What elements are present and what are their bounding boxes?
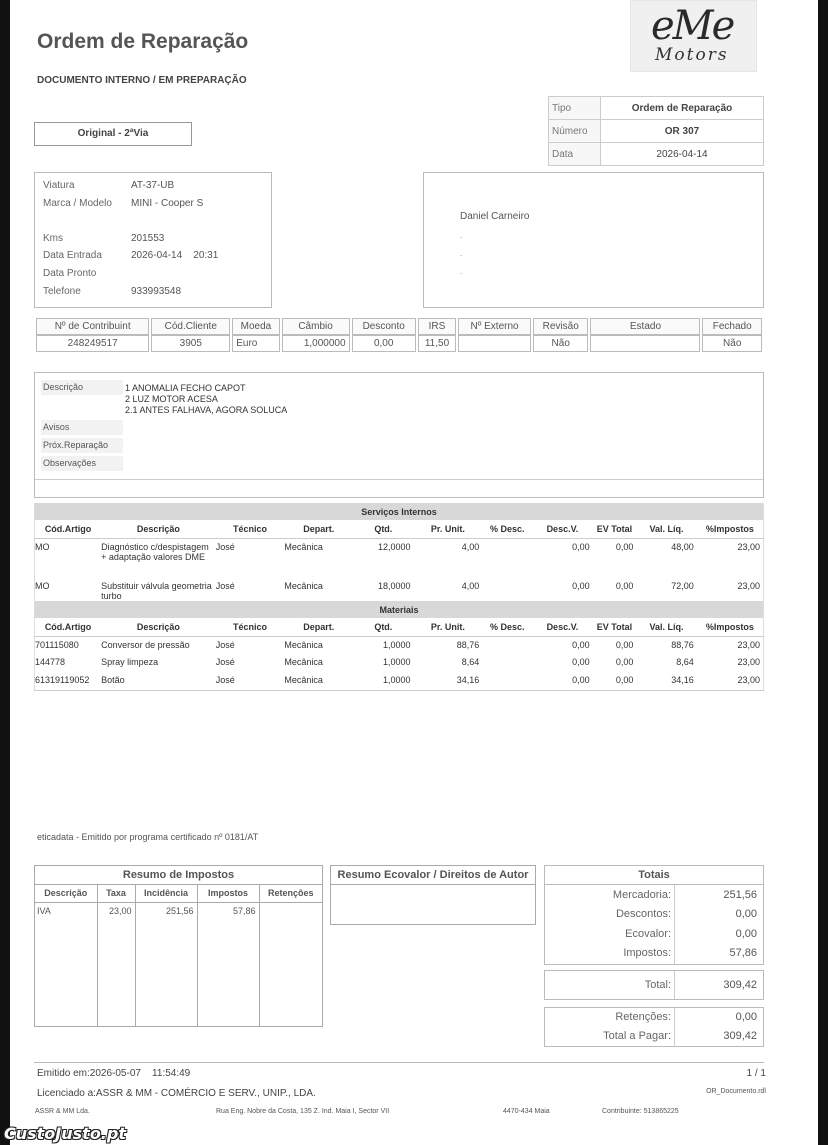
servicos-section-title: Serviços Internos (35, 503, 764, 520)
avisos-label: Avisos (41, 420, 123, 435)
col-descricao: Descrição (101, 520, 216, 538)
cell-pu: 4,00 (461, 581, 480, 591)
cell-descv: 0,00 (572, 541, 590, 552)
cell-liq: 48,00 (671, 541, 694, 552)
cell-ev: 0,00 (615, 675, 634, 685)
revisao-header: Revisão (533, 318, 588, 335)
description-box (34, 372, 764, 498)
table-row (35, 578, 764, 601)
items-table (34, 503, 764, 691)
cambio-value: 1,000000 (282, 335, 350, 352)
col-pr-unit: Pr. Unit. (414, 520, 483, 538)
fechado-value: Não (702, 335, 762, 352)
observacoes-label: Observações (41, 456, 123, 471)
cell-dep: Mecânica (284, 657, 323, 667)
description-line: 2 LUZ MOTOR ACESA (125, 394, 218, 404)
ecovalor-title: Resumo Ecovalor / Direitos de Autor (331, 866, 535, 885)
estado-header: Estado (590, 318, 700, 335)
cell-descv: 0,00 (572, 657, 590, 667)
col-pr-unit: Pr. Unit. (414, 618, 483, 636)
entrada-value: 2026-04-14 20:31 (131, 250, 219, 262)
payment-box (544, 1007, 764, 1047)
descontos-value: 0,00 (735, 908, 757, 920)
page-edge-left (0, 0, 10, 1145)
cell-qtd: 1,0000 (382, 675, 411, 685)
certification-note: eticadata - Emitido por programa certificado nº 0181/AT (37, 832, 259, 842)
company-logo (630, 0, 757, 72)
cell-imp: 23,00 (737, 675, 760, 685)
cell-cod: MO (35, 581, 50, 591)
tax-cell-descricao: IVA (35, 902, 97, 1026)
address-line: . (460, 231, 463, 240)
numero-value: OR 307 (601, 120, 764, 143)
tax-col-impostos: Impostos (197, 885, 259, 902)
col-ev-total: EV Total (593, 618, 637, 636)
col-val-liq: Val. Líq. (636, 520, 696, 538)
mercadoria-value: 251,56 (723, 889, 757, 901)
tax-cell-impostos: 57,86 (197, 902, 259, 1026)
tax-cell-retencoes (259, 902, 322, 1026)
col-pct-desc: % Desc. (482, 520, 532, 538)
address-line: . (460, 267, 463, 276)
data-value: 2026-04-14 (601, 143, 764, 166)
cell-qtd: 1,0000 (382, 639, 411, 650)
numero-label: Número (549, 120, 601, 143)
cell-pdesc (482, 578, 532, 601)
ecovalor-value: 0,00 (735, 928, 757, 940)
cell-pu: 88,76 (456, 639, 480, 650)
company-contribuinte: Contribuinte: 513865225 (602, 1108, 679, 1115)
viatura-value: AT-37-UB (131, 180, 175, 191)
col-pct-desc: % Desc. (482, 618, 532, 636)
cell-desc: Botão (101, 675, 125, 685)
marca-label: Marca / Modelo (43, 197, 112, 209)
cell-qtd: 18,0000 (377, 581, 411, 591)
cell-pdesc (482, 538, 532, 578)
table-row (35, 636, 764, 654)
table-row (35, 538, 764, 578)
estado-value (590, 335, 700, 352)
page-number: 1 / 1 (746, 1068, 766, 1079)
tax-cell-incidencia: 251,56 (135, 902, 197, 1026)
via-label: Original - 2ªVia (34, 122, 192, 146)
cell-cod: 61319119052 (35, 675, 90, 685)
col-descricao: Descrição (101, 618, 216, 636)
col-val-liq: Val. Líq. (636, 618, 696, 636)
moeda-value: Euro (232, 335, 279, 352)
kms-label: Kms (43, 232, 63, 244)
cell-pu: 8,64 (461, 657, 480, 667)
tax-summary-title: Resumo de Impostos (35, 866, 322, 885)
col-desc-v: Desc.V. (532, 520, 592, 538)
tax-col-retencoes: Retenções (259, 885, 322, 902)
col-pct-impostos: %Impostos (697, 618, 764, 636)
cambio-header: Câmbio (282, 318, 350, 335)
cell-desc: Spray limpeza (101, 657, 159, 667)
cell-imp: 23,00 (737, 639, 760, 650)
address-line: . (460, 249, 463, 258)
externo-header: Nº Externo (458, 318, 531, 335)
cell-pdesc (482, 672, 532, 690)
tax-cell-taxa: 23,00 (97, 902, 135, 1026)
totals-box (544, 865, 764, 965)
cell-cod: MO (35, 541, 50, 552)
cell-qtd: 1,0000 (382, 657, 411, 667)
report-file-name: OR_Documento.rdl (706, 1088, 766, 1095)
cell-desc: Conversor de pressão (101, 639, 190, 650)
client-info-table (34, 318, 764, 352)
ecovalor-label: Ecovalor: (625, 928, 671, 940)
cell-imp: 23,00 (737, 657, 760, 667)
pronto-label: Data Pronto (43, 267, 97, 279)
cell-desc: Substituir válvula geometria turbo (101, 581, 212, 601)
desconto-header: Desconto (352, 318, 416, 335)
cell-ev: 0,00 (615, 541, 634, 552)
retencoes-value: 0,00 (735, 1011, 757, 1023)
company-name: ASSR & MM Lda. (35, 1108, 90, 1115)
document-title: Ordem de Reparação (37, 30, 249, 53)
contribuinte-header: Nº de Contribuint (36, 318, 149, 335)
cell-liq: 72,00 (671, 581, 694, 591)
company-address: Rua Eng. Nobre da Costa, 135 Z. Ind. Maia I, Sector VII (216, 1108, 390, 1115)
data-label: Data (549, 143, 601, 166)
cell-tec: José (215, 639, 235, 650)
externo-value (458, 335, 531, 352)
table-row (35, 672, 764, 690)
cell-tec: José (215, 581, 235, 591)
page-edge-right (818, 0, 828, 1145)
cell-pdesc (482, 654, 532, 672)
col-tecnico: Técnico (216, 618, 285, 636)
materiais-section-title: Materiais (35, 601, 764, 618)
col-qtd: Qtd. (353, 520, 413, 538)
entrada-label: Data Entrada (43, 250, 102, 262)
contribuinte-value: 248249517 (36, 335, 149, 352)
cell-ev: 0,00 (615, 657, 634, 667)
impostos-label: Impostos: (623, 947, 671, 959)
totals-title: Totais (545, 866, 763, 885)
retencoes-label: Retenções: (615, 1011, 671, 1023)
logo-sub-text: Motors (655, 45, 729, 65)
col-depart: Depart. (284, 618, 353, 636)
customer-name: Daniel Carneiro (460, 211, 530, 222)
cell-pdesc (482, 636, 532, 654)
description-text (125, 383, 287, 416)
tax-col-descricao: Descrição (35, 885, 97, 902)
cliente-header: Cód.Cliente (151, 318, 230, 335)
cell-cod: 144778 (35, 657, 66, 667)
document-subtitle: DOCUMENTO INTERNO / EM PREPARAÇÃO (37, 75, 247, 86)
telefone-label: Telefone (43, 285, 81, 297)
revisao-value: Não (533, 335, 588, 352)
cell-tec: José (215, 657, 235, 667)
tax-col-taxa: Taxa (97, 885, 135, 902)
cell-liq: 88,76 (671, 639, 694, 650)
col-tecnico: Técnico (216, 520, 285, 538)
col-depart: Depart. (284, 520, 353, 538)
document-info-table (548, 96, 764, 166)
total-pagar-label: Total a Pagar: (603, 1030, 671, 1042)
col-cod-artigo: Cód.Artigo (35, 618, 102, 636)
ecovalor-box (330, 865, 536, 925)
cell-ev: 0,00 (615, 639, 634, 650)
cell-tec: José (215, 675, 235, 685)
description-line: 2.1 ANTES FALHAVA, AGORA SOLUCA (125, 405, 288, 415)
kms-value: 201553 (131, 232, 165, 244)
col-desc-v: Desc.V. (532, 618, 592, 636)
total-box (544, 970, 764, 1000)
cell-dep: Mecânica (284, 581, 323, 591)
footer-divider (34, 1062, 764, 1063)
fechado-header: Fechado (702, 318, 762, 335)
cell-dep: Mecânica (284, 639, 323, 650)
cell-liq: 34,16 (671, 675, 694, 685)
cell-desc: Diagnóstico c/despistagem + adaptação valores DME (101, 541, 209, 562)
descricao-label: Descrição (41, 380, 123, 395)
customer-box (423, 172, 764, 308)
descontos-label: Descontos: (615, 908, 671, 920)
moeda-header: Moeda (232, 318, 279, 335)
licenciado-text: Licenciado a:ASSR & MM - COMÉRCIO E SERV., UNIP., LDA. (37, 1088, 316, 1099)
cell-descv: 0,00 (572, 639, 590, 650)
impostos-value: 57,86 (729, 947, 757, 959)
marca-value: MINI - Cooper S (131, 197, 204, 209)
mercadoria-label: Mercadoria: (612, 889, 671, 901)
col-qtd: Qtd. (353, 618, 413, 636)
cell-descv: 0,00 (572, 581, 590, 591)
desconto-value: 0,00 (352, 335, 416, 352)
cell-liq: 8,64 (676, 657, 694, 667)
watermark: CustoJusto.pt (4, 1124, 126, 1143)
cell-pu: 4,00 (461, 541, 480, 552)
vehicle-box (34, 172, 272, 308)
cell-tec: José (215, 541, 235, 552)
irs-header: IRS (418, 318, 456, 335)
cell-dep: Mecânica (284, 675, 323, 685)
cell-dep: Mecânica (284, 541, 323, 552)
cell-imp: 23,00 (737, 541, 760, 552)
cell-imp: 23,00 (737, 581, 760, 591)
col-cod-artigo: Cód.Artigo (35, 520, 102, 538)
cell-qtd: 12,0000 (377, 541, 411, 552)
table-row (35, 654, 764, 672)
cell-pu: 34,16 (456, 675, 480, 685)
cliente-value: 3905 (151, 335, 230, 352)
description-line: 1 ANOMALIA FECHO CAPOT (125, 383, 246, 393)
total-label: Total: (644, 979, 671, 991)
total-pagar-value: 309,42 (723, 1030, 757, 1042)
cell-cod: 701115080 (35, 639, 79, 650)
col-ev-total: EV Total (593, 520, 637, 538)
logo-main-text: eMe (651, 3, 734, 49)
viatura-label: Viatura (43, 180, 75, 191)
telefone-value: 933993548 (131, 285, 182, 297)
company-postal: 4470-434 Maia (503, 1108, 550, 1115)
cell-descv: 0,00 (572, 675, 590, 685)
divider (35, 479, 763, 480)
tax-col-incidencia: Incidência (135, 885, 197, 902)
tax-summary-table (35, 885, 322, 1026)
col-pct-impostos: %Impostos (697, 520, 764, 538)
irs-value: 11,50 (418, 335, 456, 352)
prox-reparacao-label: Próx.Reparação (41, 438, 123, 453)
total-value: 309,42 (723, 979, 757, 991)
emitido-text: Emitido em:2026-05-07 11:54:49 (37, 1068, 191, 1079)
tipo-label: Tipo (549, 97, 601, 120)
tipo-value: Ordem de Reparação (601, 97, 764, 120)
tax-summary-box (34, 865, 323, 1027)
cell-ev: 0,00 (615, 581, 634, 591)
